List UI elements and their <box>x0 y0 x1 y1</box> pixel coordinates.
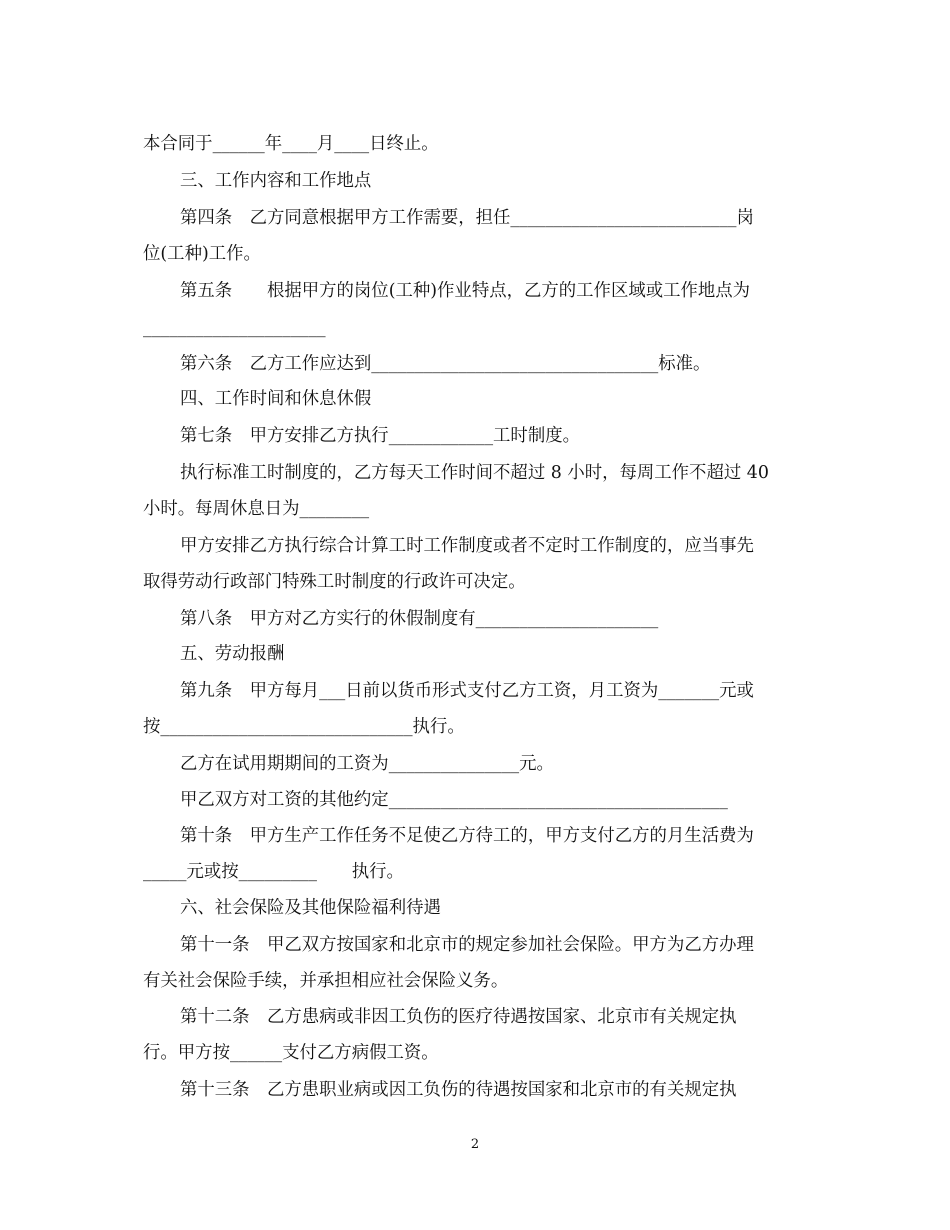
text-line: 行。甲方按______支付乙方病假工资。 <box>143 1043 439 1063</box>
clause-9: 第九条 甲方每月___日前以货币形式支付乙方工资，月工资为_______元或 <box>180 681 754 701</box>
text-line: 小时。每周休息日为________ <box>143 499 370 519</box>
clause-8: 第八条 甲方对乙方实行的休假制度有_____________________ <box>180 609 659 629</box>
clause-11: 第十一条 甲乙双方按国家和北京市的规定参加社会保险。甲方为乙方办理 <box>180 935 754 955</box>
text-line: 按_____________________________执行。 <box>143 717 465 737</box>
clause-7: 第七条 甲方安排乙方执行____________工时制度。 <box>180 426 580 446</box>
text-line: 乙方在试用期期间的工资为_______________元。 <box>180 754 554 774</box>
text-line: 执行标准工时制度的，乙方每天工作时间不超过 8 小时，每周工作不超过 40 <box>180 463 769 483</box>
clause-5: 第五条 根据甲方的岗位(工种)作业特点，乙方的工作区域或工作地点为 <box>180 281 751 301</box>
clause-13: 第十三条 乙方患职业病或因工负伤的待遇按国家和北京市的有关规定执 <box>180 1080 737 1100</box>
text-line: _____元或按_________ 执行。 <box>143 862 404 882</box>
section-heading: 六、社会保险及其他保险福利待遇 <box>180 898 441 918</box>
text-line: 有关社会保险手续，并承担相应社会保险义务。 <box>143 971 509 991</box>
text-line: 本合同于______年____月____日终止。 <box>143 134 439 154</box>
text-line: 位(工种)工作。 <box>143 244 261 264</box>
text-line: 取得劳动行政部门特殊工时制度的行政许可决定。 <box>143 572 526 592</box>
section-heading: 五、劳动报酬 <box>180 644 285 664</box>
text-line: 甲乙双方对工资的其他约定_______________________________________ <box>180 790 728 810</box>
clause-12: 第十二条 乙方患病或非因工负伤的医疗待遇按国家、北京市有关规定执 <box>180 1007 737 1027</box>
section-heading: 四、工作时间和休息休假 <box>180 389 372 409</box>
blank-line: _____________________ <box>143 318 326 338</box>
text-line: 甲方安排乙方执行综合计算工时工作制度或者不定时工作制度的，应当事先 <box>180 536 754 556</box>
page-number: 2 <box>470 1137 480 1152</box>
clause-4: 第四条 乙方同意根据甲方工作需要，担任__________________________岗 <box>180 208 754 228</box>
clause-10: 第十条 甲方生产工作任务不足使乙方待工的，甲方支付乙方的月生活费为 <box>180 826 754 846</box>
section-heading: 三、工作内容和工作地点 <box>180 171 372 191</box>
clause-6: 第六条 乙方工作应达到_________________________________标准。 <box>180 354 711 374</box>
